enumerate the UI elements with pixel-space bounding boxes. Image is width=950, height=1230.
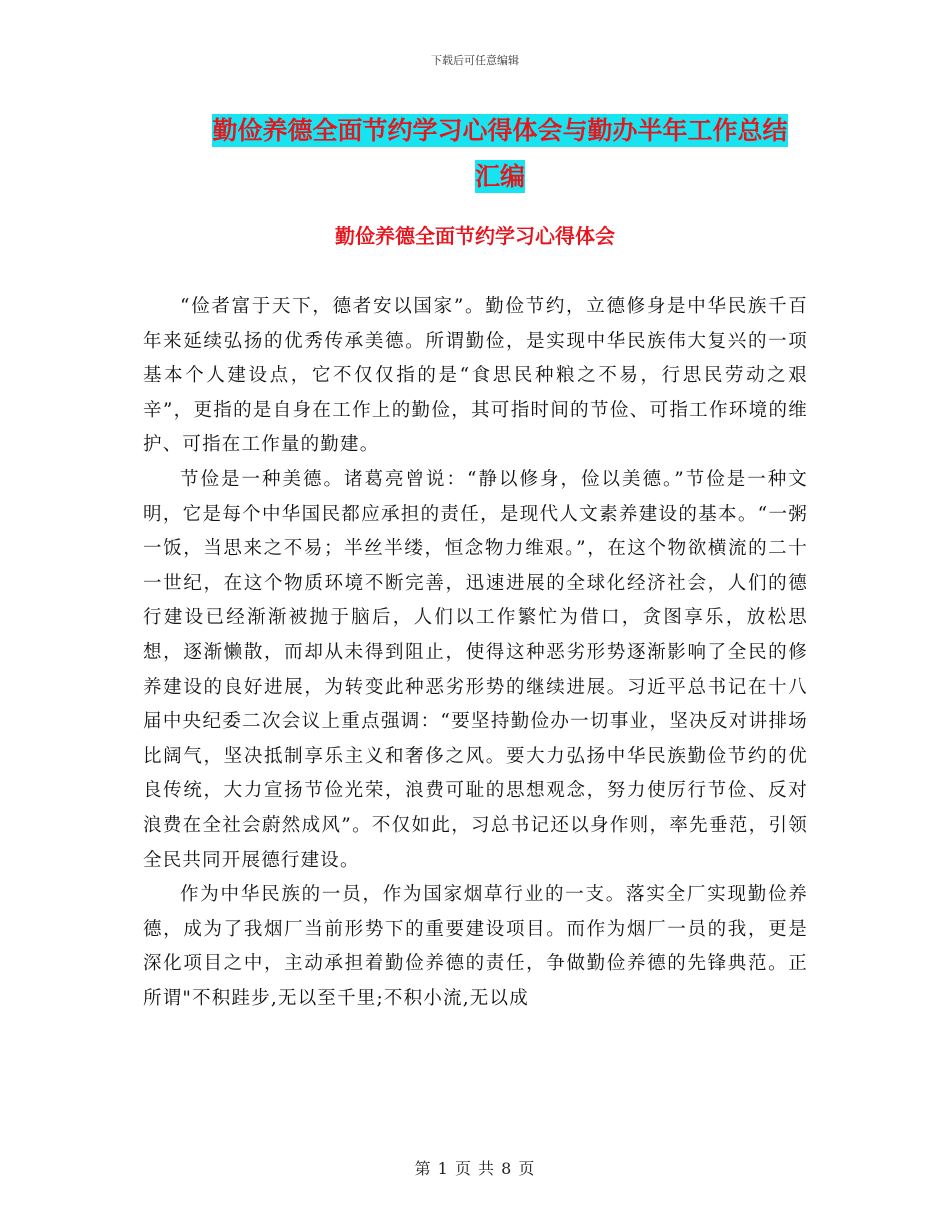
body-text [143, 290, 808, 1016]
paragraph: 作为中华民族的一员，作为国家烟草行业的一支。落实全厂实现勤俭养德，成为了我烟厂当前形势下的重要建设项目。而作为烟厂一员的我，更是深化项目之中，主动承担着勤俭养德的责任，争做勤俭养德的先锋典范。正所谓"不积跬步,无以至千里;不积小流,无以成 [143, 884, 808, 1009]
document-title [150, 108, 850, 200]
document-title-line-2: 汇编 [474, 162, 525, 191]
header-note: 下载后可任意编辑 [431, 54, 519, 67]
page-footer: 第 1 页 共 8 页 [414, 1159, 536, 1178]
document-title-line-1: 勤俭养德全面节约学习心得体会与勤办半年工作总结 [212, 116, 788, 145]
section-title: 勤俭养德全面节约学习心得体会 [335, 224, 615, 248]
paragraph: 节俭是一种美德。诸葛亮曾说：“静以修身，俭以美德。”节俭是一种文明，它是每个中华国民都应承担的责任，是现代人文素养建设的基本。“一粥一饭，当思来之不易；半丝半缕，恒念物力维艰。”，在这个物欲横流的二十一世纪，在这个物质环境不断完善，迅速进展的全球化经济社会，人们的德行建设已经渐渐被抛于脑后，人们以工作繁忙为借口，贪图享乐，放松思想，逐渐懒散，而却从未得到阻止，使得这种恶劣形势逐渐影响了全民的修养建设的良好进展，为转变此种恶劣形势的继续进展。习近平总书记在十八届中央纪委二次会议上重点强调：“要坚持勤俭办一切事业，坚决反对讲排场比阔气，坚决抵制享乐主义和奢侈之风。要大力弘扬中华民族勤俭节约的优良传统，大力宣扬节俭光荣，浪费可耻的思想观念，努力使厉行节俭、反对浪费在全社会蔚然成风”。不仅如此，习总书记还以身作则，率先垂范，引领全民共同开展德行建设。 [143, 468, 808, 871]
paragraph: “俭者富于天下，德者安以国家”。勤俭节约，立德修身是中华民族千百年来延续弘扬的优秀传承美德。所谓勤俭，是实现中华民族伟大复兴的一项基本个人建设点，它不仅仅指的是“食思民种粮之不易，行思民劳动之艰辛”，更指的是自身在工作上的勤俭，其可指时间的节俭、可指工作环境的维护、可指在工作量的勤建。 [143, 296, 808, 456]
